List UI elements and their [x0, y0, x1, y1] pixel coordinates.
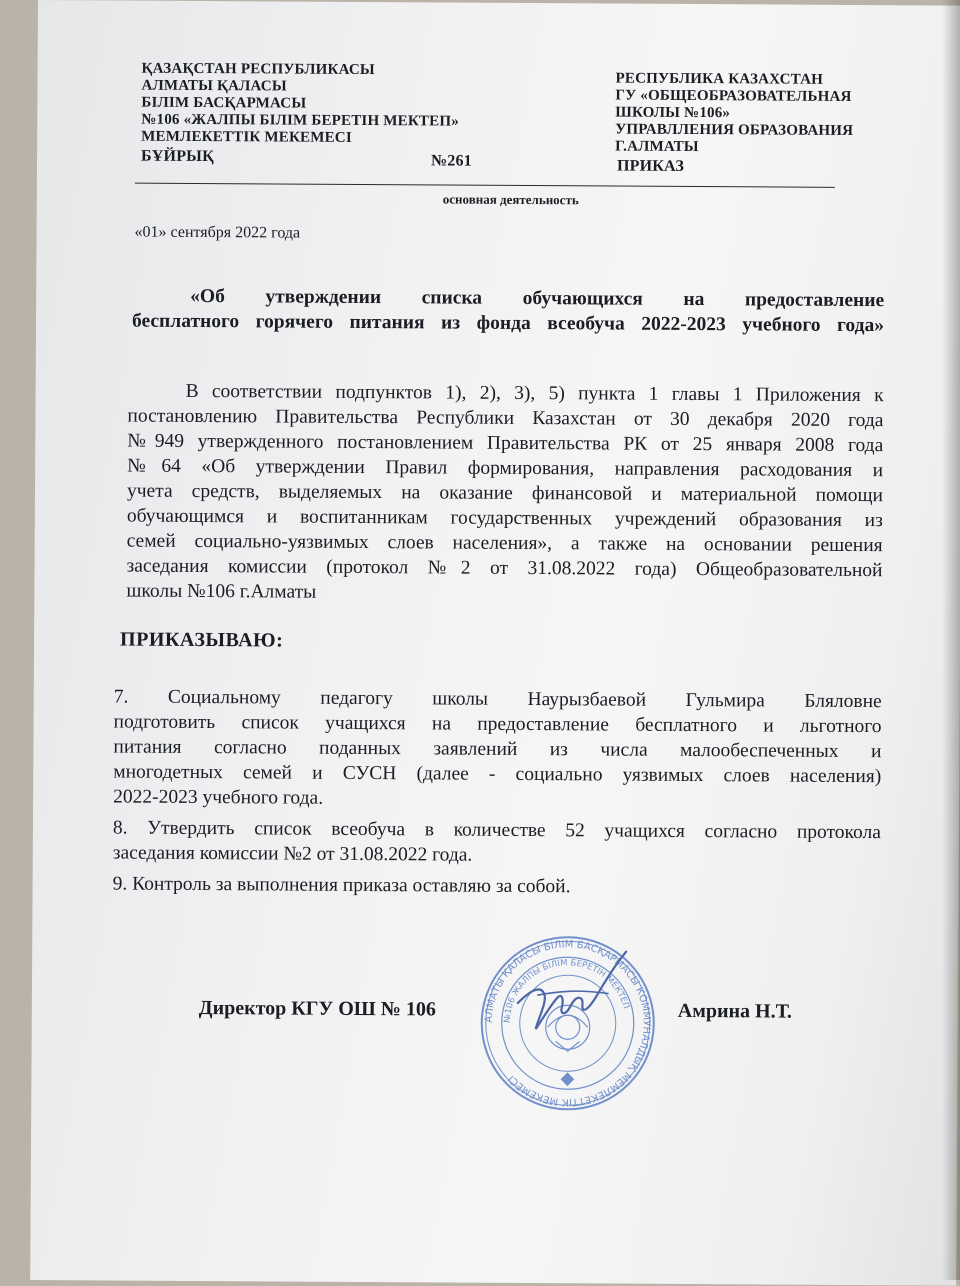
activity-subline: основная деятельность	[442, 191, 579, 208]
order-item	[113, 815, 881, 870]
header-left-line: АЛМАТЫ ҚАЛАСЫ	[141, 77, 287, 95]
seal-inner-text: №106 ЖАЛПЫ БІЛІМ БЕРЕТІН МЕКТЕП	[502, 958, 631, 1024]
header-right-line: ГУ «ОБЩЕОБРАЗОВАТЕЛЬНАЯ	[615, 87, 852, 105]
order-title	[132, 284, 884, 339]
title-line: «Об утверждении списка обучающихся на предоставление	[190, 285, 885, 312]
header-right	[615, 71, 854, 157]
order-item	[113, 871, 881, 901]
header-right-line: ШКОЛЫ №106»	[615, 104, 731, 122]
title-line: бесплатного горячего питания из фонда всеобуча 2022-2023 учебного года»	[131, 310, 885, 337]
header-right-doc-type: ПРИКАЗ	[616, 157, 685, 175]
item-line: многодетных семей и СУСН (далее - социально уязвимых слоев населения)	[113, 761, 882, 788]
header-left	[141, 61, 459, 148]
item-line: 2022-2023 учебного года.	[113, 786, 324, 809]
order-item	[113, 684, 882, 814]
header-rule	[135, 183, 835, 188]
header-right-line: УПРАВЛЛЕНИЯ ОБРАЗОВАНИЯ	[615, 121, 854, 139]
seal-emblem-icon	[545, 1005, 589, 1085]
signature-name: Амрина Н.Т.	[677, 999, 793, 1023]
item-line: подготовить список учащихся на предоставление бесплатного и льготного	[113, 711, 882, 738]
preamble-line: №64 «Об утверждении Правил формирования, направления расходования и	[127, 455, 884, 482]
signature-position: Директор КГУ ОШ № 106	[198, 997, 436, 1021]
preamble-line: заседания комиссии (протокол №2 от 31.08.2022 года) Общеобразовательной	[126, 555, 883, 582]
header-right-line: Г.АЛМАТЫ	[615, 138, 699, 156]
item-line: 7. Социальному педагогу школы Наурызбаевой Гульмира Бляловне	[113, 686, 882, 713]
item-line: 9. Контроль за выполнения приказа оставляю за собой.	[112, 873, 571, 898]
preamble-line: В соответствии подпунктов 1), 2), 3), 5) пункта 1 главы 1 Приложения к	[185, 380, 884, 407]
order-items	[113, 684, 882, 901]
header-right-line: РЕСПУБЛИКА КАЗАХСТАН	[615, 70, 824, 88]
order-number: №261	[430, 152, 472, 170]
preamble-line: учета средств, выделяемых на оказание финансовой и материальной помощи	[126, 480, 884, 507]
preamble-line: №949 утвержденного постановлением Правительства РК от 25 января 2008 года	[127, 430, 884, 457]
order-date: «01» сентября 2022 года	[134, 223, 301, 242]
preamble	[126, 379, 883, 609]
header-left-doc-type: БҰЙРЫҚ	[140, 147, 214, 166]
header-left-line: МЕМЛЕКЕТТІК МЕКЕМЕСІ	[141, 128, 352, 146]
header-left-line: ҚАЗАҚСТАН РЕСПУБЛИКАСЫ	[141, 60, 375, 79]
item-line: заседания комиссии №2 от 31.08.2022 года.	[112, 842, 473, 866]
header-left-line: №106 «ЖАЛПЫ БІЛІМ БЕРЕТІН МЕКТЕП»	[141, 111, 459, 130]
order-word: ПРИКАЗЫВАЮ:	[120, 628, 284, 652]
page-edge-shadow	[942, 0, 960, 1280]
preamble-line: обучающимся и воспитанникам государственных учреждений образования из	[126, 505, 883, 532]
preamble-line: постановлению Правительства Республики Казахстан от 30 декабря 2020 года	[127, 405, 884, 432]
document-page	[30, 0, 960, 1286]
item-line: 8. Утвердить список всеобуча в количестве 52 учащихся согласно протокола	[112, 817, 881, 844]
preamble-line: семей социально-уязвимых слоев населения», а также на основании решения	[126, 530, 883, 557]
preamble-line: школы №106 г.Алматы	[126, 580, 317, 603]
header-left-line: БІЛІМ БАСҚАРМАСЫ	[141, 94, 307, 112]
official-seal	[477, 933, 658, 1114]
item-line: питания согласно поданных заявлений из числа малообеспеченных и	[113, 736, 882, 763]
seal-outer-text: АЛМАТЫ ҚАЛАСЫ БІЛІМ БАСҚАРМАСЫ КОММУНАЛДЫҚ МЕМЛЕКЕТТІК МЕКЕМЕСІ	[483, 939, 652, 1108]
